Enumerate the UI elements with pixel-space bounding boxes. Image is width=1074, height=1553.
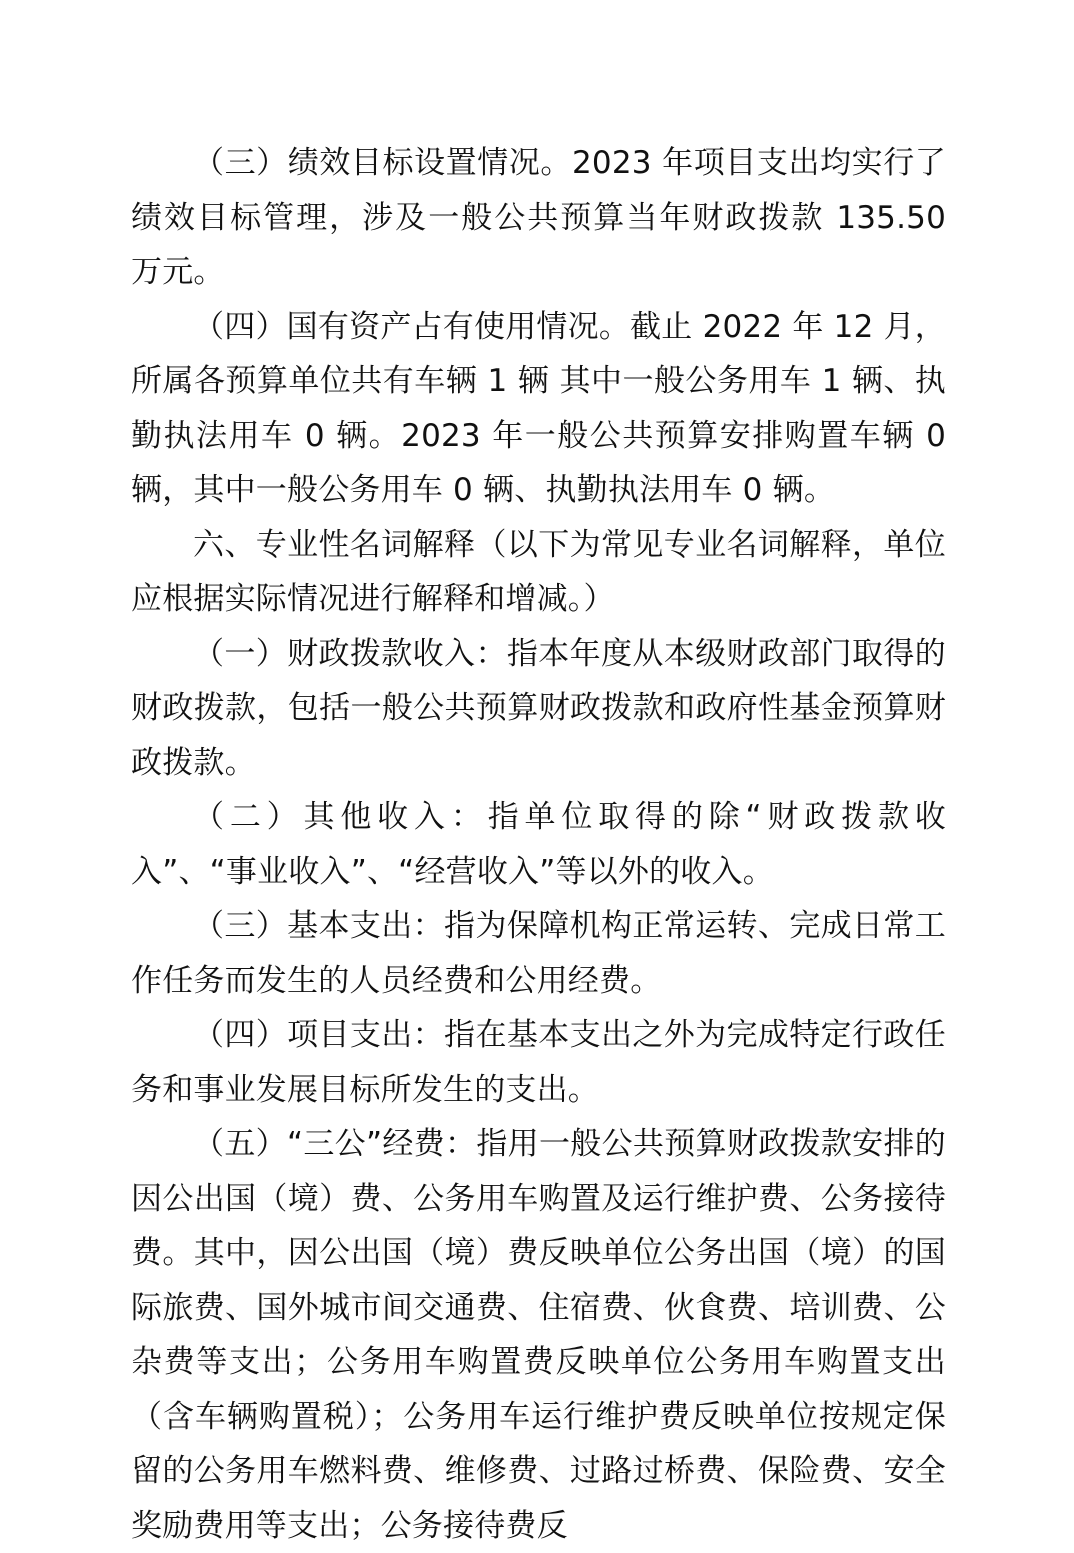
paragraph-term-other-income: （二）其他收入：指单位取得的除“财政拨款收入”、“事业收入”、“经营收入”等以外的收入。 — [131, 799, 946, 890]
document-body — [131, 136, 946, 1553]
paragraph-state-assets: （四）国有资产占有使用情况。截止 2022 年 12 月，所属各预算单位共有车辆 1 辆 其中一般公务用车 1 辆、执勤执法用车 0 辆。2023 年一般公共预算安排购置车辆 0 辆，其中一般公务用车 0 辆、执勤执法用车 0 辆。 — [131, 308, 946, 508]
paragraph-performance-targets: （三）绩效目标设置情况。2023 年项目支出均实行了绩效目标管理，涉及一般公共预算当年财政拨款 135.50 万元。 — [131, 145, 946, 290]
paragraph-term-three-public-expenses: （五）“三公”经费：指用一般公共预算财政拨款安排的因公出国（境）费、公务用车购置及运行维护费、公务接待费。其中，因公出国（境）费反映单位公务出国（境）的国际旅费、国外城市间交通费、住宿费、伙食费、培训费、公杂费等支出；公务用车购置费反映单位公务用车购置支出（含车辆购置税）；公务用车运行维护费反映单位按规定保留的公务用车燃料费、维修费、过路过桥费、保险费、安全奖励费用等支出；公务接待费反 — [131, 1126, 946, 1544]
paragraph-term-basic-expenditure: （三）基本支出：指为保障机构正常运转、完成日常工作任务而发生的人员经费和公用经费。 — [131, 908, 946, 999]
section-heading-terms: 六、专业性名词解释（以下为常见专业名词解释，单位应根据实际情况进行解释和增减。） — [131, 526, 946, 617]
paragraph-term-project-expenditure: （四）项目支出：指在基本支出之外为完成特定行政任务和事业发展目标所发生的支出。 — [131, 1017, 946, 1108]
paragraph-term-fiscal-income: （一）财政拨款收入：指本年度从本级财政部门取得的财政拨款，包括一般公共预算财政拨款和政府性基金预算财政拨款。 — [131, 635, 946, 781]
